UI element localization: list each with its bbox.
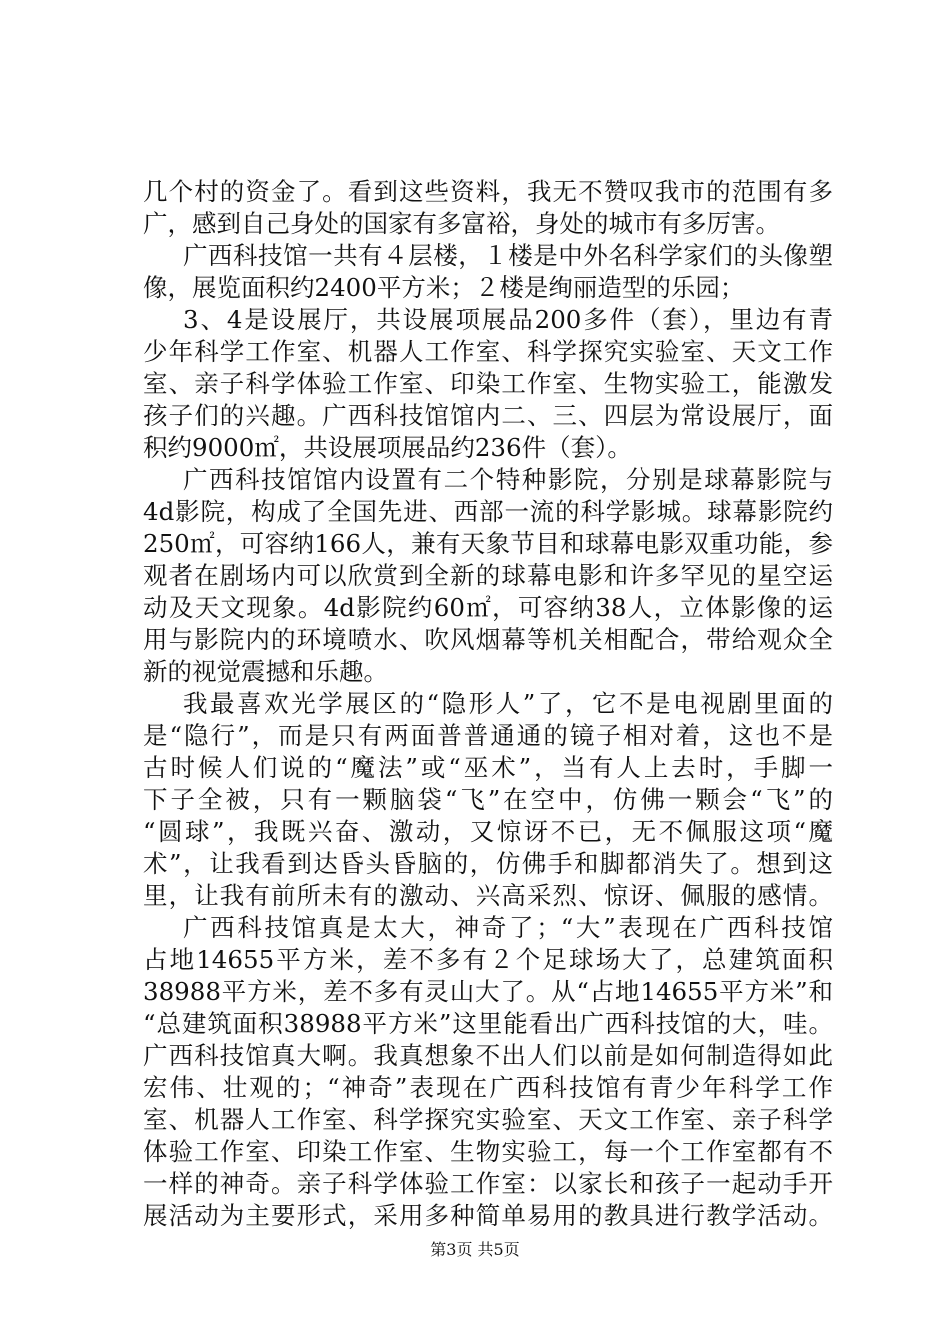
- document-body: [143, 176, 833, 1232]
- text-line: 宏伟、壮观的；“神奇”表现在广西科技馆有青少年科学工作: [143, 1073, 833, 1102]
- text-line: 广，感到自己身处的国家有多富裕，身处的城市有多厉害。: [143, 209, 780, 238]
- text-line: 38988平方米，差不多有灵山大了。从“占地14655平方米”和: [143, 977, 833, 1006]
- text-line: 用与影院内的环境喷水、吹风烟幕等机关相配合，带给观众全: [143, 625, 833, 654]
- page-footer: 第3页 共5页: [430, 1240, 520, 1259]
- text-line: 室、亲子科学体验工作室、印染工作室、生物实验工，能激发: [143, 369, 833, 398]
- text-line: 一样的神奇。亲子科学体验工作室：以家长和孩子一起动手开: [143, 1169, 833, 1198]
- text-line: 展活动为主要形式，采用多种简单易用的教具进行教学活动。: [143, 1201, 833, 1230]
- text-line: “总建筑面积38988平方米”这里能看出广西科技馆的大，哇。: [143, 1009, 833, 1038]
- text-line: 广西科技馆真大啊。我真想象不出人们以前是如何制造得如此: [143, 1041, 833, 1070]
- paragraph-first-line: 广西科技馆馆内设置有二个特种影院，分别是球幕影院与: [183, 465, 833, 494]
- text-line: 下子全被，只有一颗脑袋“飞”在空中，仿佛一颗会“飞”的: [143, 785, 833, 814]
- text-line: 室、机器人工作室、科学探究实验室、天文工作室、亲子科学: [143, 1105, 833, 1134]
- text-line: 体验工作室、印染工作室、生物实验工，每一个工作室都有不: [143, 1137, 833, 1166]
- text-line: 古时候人们说的“魔法”或“巫术”，当有人上去时，手脚一: [143, 753, 833, 782]
- text-line: 少年科学工作室、机器人工作室、科学探究实验室、天文工作: [143, 337, 833, 366]
- text-line: 几个村的资金了。看到这些资料，我无不赞叹我市的范围有多: [143, 177, 833, 206]
- paragraph-first-line: 我最喜欢光学展区的“隐形人”了，它不是电视剧里面的: [183, 689, 833, 718]
- text-line: 4d影院，构成了全国先进、西部一流的科学影城。球幕影院约: [143, 497, 833, 526]
- text-line: 术”，让我看到达昏头昏脑的，仿佛手和脚都消失了。想到这: [143, 849, 833, 878]
- text-line: 250㎡，可容纳166人，兼有天象节目和球幕电影双重功能，参: [143, 529, 833, 558]
- text-line: 积约9000㎡，共设展项展品约236件（套）。: [143, 433, 632, 462]
- text-line: 里，让我有前所未有的激动、兴高采烈、惊讶、佩服的感情。: [143, 881, 833, 910]
- text-line: “圆球”，我既兴奋、激动，又惊讶不已，无不佩服这项“魔: [143, 817, 833, 846]
- text-line: 动及天文现象。4d影院约60㎡，可容纳38人，立体影像的运: [143, 593, 833, 622]
- text-line: 新的视觉震撼和乐趣。: [143, 657, 388, 686]
- text-line: 像，展览面积约2400平方米；２楼是绚丽造型的乐园；: [143, 273, 745, 302]
- paragraph-first-line: 广西科技馆真是太大，神奇了；“大”表现在广西科技馆: [183, 913, 833, 942]
- text-line: 是“隐行”，而是只有两面普普通通的镜子相对着，这也不是: [143, 721, 833, 750]
- paragraph-first-line: 广西科技馆一共有４层楼，１楼是中外名科学家们的头像塑: [183, 241, 833, 270]
- text-line: 占地14655平方米，差不多有２个足球场大了，总建筑面积: [143, 945, 833, 974]
- paragraph-first-line: 3、4是设展厅，共设展项展品200多件（套），里边有青: [183, 305, 833, 334]
- text-line: 孩子们的兴趣。广西科技馆馆内二、三、四层为常设展厅，面: [143, 401, 833, 430]
- text-line: 观者在剧场内可以欣赏到全新的球幕电影和许多罕见的星空运: [143, 561, 833, 590]
